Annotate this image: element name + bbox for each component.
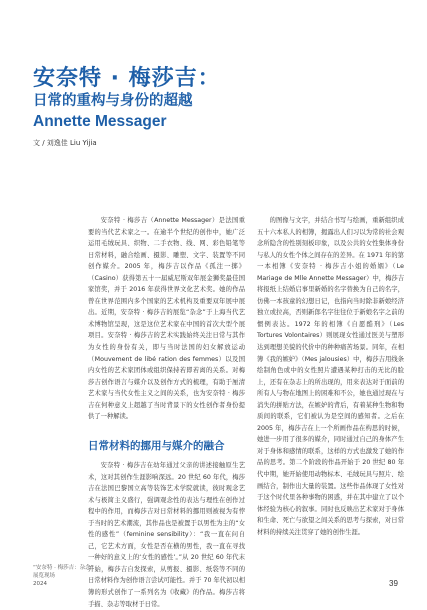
image-caption [33,564,94,588]
article-title-english: Annette Messager [33,113,167,130]
page-number: 39 [389,579,398,588]
caption-line: 2024 [33,581,47,587]
caption-line: 展览现场 [33,573,56,579]
article-subtitle: 日常的重构与身份的超越 [33,93,193,109]
article-title: 安奈特 · 梅莎吉： [33,66,221,91]
body-intro-paragraph: 安奈特 · 梅莎吉（Annette Messager）是法国重要的当代艺术家之一。在逾半个世纪的创作中，她广泛运用毛绒玩具、织物、二手衣物、线、网、彩色铅笔等日常材料，融合绘画、摄影、雕塑、文字、装置等不同创作媒介。2005 年，梅莎吉以作品《孤注一掷》（Casino）获得第五十一届威尼斯双年展金狮奖最佳国家馆奖，并于 2016 年获得世界文化艺术奖。她的作品曾在世界范围内多个国家的艺术机构及重要双年展中展出。近期，安奈特 · 梅莎吉的展览“杂念”于上海当代艺术博物馆呈现，这是这位艺术家在中国的首次大型个展项目。安奈特 · 梅莎吉的艺术实践始终关注日常与其作为女性的身份有关，即与当时法国的妇女解放运动（Mouvement de libé ration des femmes）以及国内女性的艺术家团体或组织保持若即若离的关系。对梅莎吉创作语言与媒介以及创作方式的梳理，有助于厘清艺术家与当代女性主义之间的关系，也为安奈特 · 梅莎吉在何种意义上超越了当时背景下的女性创作者身份提供了一种解读。 [88,217,245,421]
body-right-column: 的图像与文字，并结合书写与绘画，重新组织成五十六本私人的相簿，揭露出人们习以为常的社会观念所隐含的性别刻板印象，以及公共的女性集体身份与私人的女性个体之间存在的差异。在 1971 年的第一本相簿《安奈特 · 梅莎吉小姐的婚姻》（Le Mariage de Mlle Annette Messager）中，梅莎吉将报纸上结婚启事里新婚的名字替换为自己的名字，仿佛一本孩童的幻想日记，也指向当时除非新娘经济独立或拉高，否则新郎名字往往位于新娘名字之前的惯例表达。1972 年的相簿《自愿酷刑》（Les Tortures Volontaires）则展现女性通过医美与塑形达到理想美貌的代价中的种种痛苦场景。同年，在相簿《我的嫉妒》（Mes jalousies）中，梅莎吉用线条绘制角色或中的女性照片遭遇某种打击的无比的脸上，还有在杂志上的所出现的，用来表达对于面前的所有人与物在地图上的困难和不公，她也通过现在与消失的拼贴方法，在嫉妒的背后，有着某种生物和物质间的联系，它们被认为是空间的感知者。之后在 2005 年，梅莎吉在上一个所画作品在构思的时候，她进一步用了很多的媒介，同时通过自己的身体产生对于身体和感情的联系，这样的方式也激发了她的作品的思考。第二个阶段的作品开始于 20 世纪 80 年代中期，她开始使用动物标本、毛绒玩具与照片、绘画结合，制作出大量的装置。这些作品体现了女性对于这个时代里各种事物的困惑，并在其中建立了以个体经验为核心的叙事。同时也反映出艺术家对于身体和生命、死亡与欲望之间关系的思考与探索，对日常材料的持续关注贯穿了她的创作生涯。 [257,217,404,536]
section-heading: 日常材料的挪用与媒介的融合 [88,440,225,452]
caption-line: “安奈特 · 梅莎吉：杂念” [33,565,94,571]
body-section-paragraph: 安奈特 · 梅莎吉在幼年通过父亲的讲述接触原生艺术，这对其创作生涯影响深远。20 世纪 60 年代，梅莎吉在法国巴黎国立高等装饰艺术学院就读，彼时观念艺术与极简主义盛行，强调观念性的表达与理性在创作过程中的作用，而梅莎吉对日常材料的挪用则被视为有悖于当时的艺术潮流，其作品也是被置于以男性为主的“女性的感性”（feminine sensibility）：“我一直在问自己，它艺术方面，女性是否在横的男性，我一直在寻找一种好的意义上的‘女性的感性’。”从 20 世纪 60 年代末开始，梅莎吉自发探索，从剪报、摄影、纸袋等不同的日常材料作为创作语言尝试可能性。并于 70 年代初以相簿的形式创作了一系列名为《收藏》的作品。梅莎吉将手描、杂志等取材于日常。 [88,462,245,608]
byline: 文 / 刘逸佳 Liu Yijia [33,139,97,147]
